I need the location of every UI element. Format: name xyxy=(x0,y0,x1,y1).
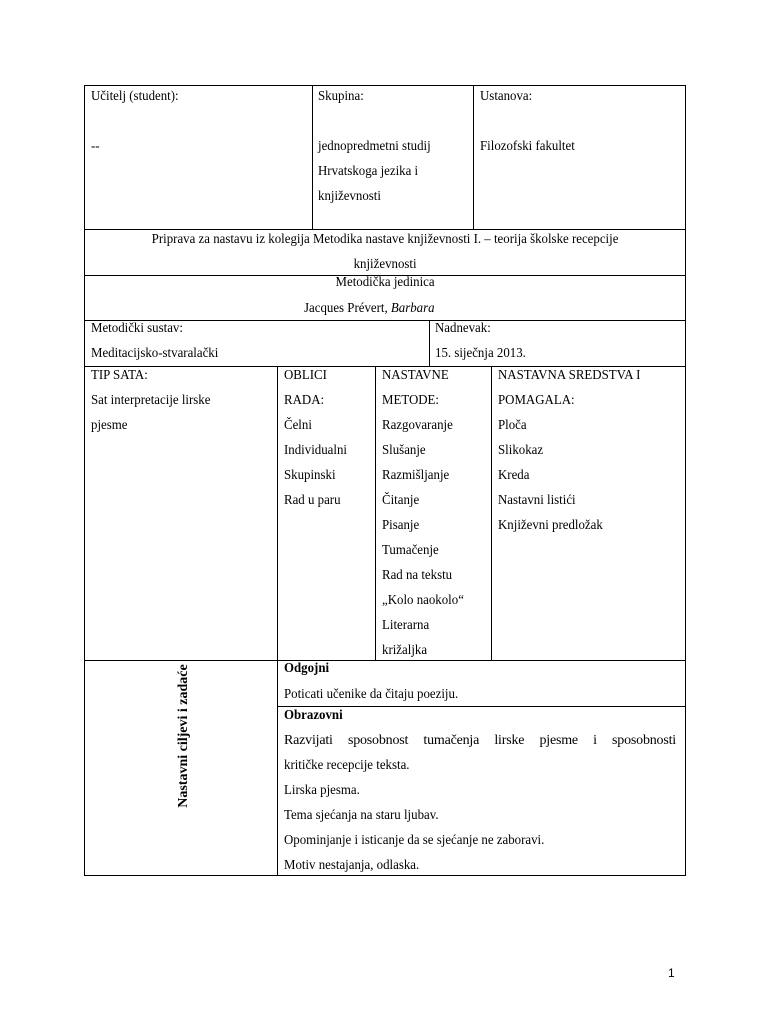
page-number: 1 xyxy=(668,966,675,980)
institution-value: Filozofski fakultet xyxy=(480,139,575,154)
unit-title-line xyxy=(304,296,435,321)
unit-title: Barbara xyxy=(390,301,435,316)
teacher-value: -- xyxy=(91,139,100,154)
work-forms-line: Individualni xyxy=(284,443,347,458)
work-forms-line: RADA: xyxy=(284,393,325,408)
instructional-item: Tema sjećanja na staru ljubav. xyxy=(284,808,439,823)
methods-list xyxy=(382,363,464,663)
methods-line: NASTAVNE xyxy=(382,368,449,383)
date-value: 15. siječnja 2013. xyxy=(435,346,526,361)
methods-line: Čitanje xyxy=(382,493,420,508)
aids-line: POMAGALA: xyxy=(498,393,575,408)
unit-label: Metodička jedinica xyxy=(335,275,435,290)
group-value-line-1: jednopredmetni studij xyxy=(318,139,431,154)
methods-line: križaljka xyxy=(382,643,428,658)
system-label: Metodički sustav: xyxy=(91,321,183,336)
work-forms-line: Skupinski xyxy=(284,468,336,483)
instructional-title: Obrazovni xyxy=(284,708,343,723)
aids-line: Nastavni listići xyxy=(498,493,576,508)
methods-line: „Kolo naokolo“ xyxy=(382,593,464,608)
date-label: Nadnevak: xyxy=(435,321,491,336)
lesson-type-line: TIP SATA: xyxy=(91,368,148,383)
methods-line: METODE: xyxy=(382,393,440,408)
teacher-label: Učitelj (student): xyxy=(91,89,179,104)
aids-line: Književni predložak xyxy=(498,518,603,533)
unit-author: Jacques Prévert, xyxy=(304,301,388,316)
aids-line: Slikokaz xyxy=(498,443,544,458)
instructional-line-2: kritičke recepcije teksta. xyxy=(284,758,410,773)
institution-label: Ustanova: xyxy=(480,89,533,104)
lesson-type-line: pjesme xyxy=(91,418,128,433)
methods-line: Razmišljanje xyxy=(382,468,450,483)
instructional-item: Opominjanje i isticanje da se sjećanje ne zaboravi. xyxy=(284,833,545,848)
work-forms-line: OBLICI xyxy=(284,368,327,383)
instructional-line-1-text: Razvijati sposobnost tumačenja lirske pjesme i sposobnosti xyxy=(284,733,676,748)
group-label: Skupina: xyxy=(318,89,364,104)
lesson-type-line: Sat interpretacije lirske xyxy=(91,393,211,408)
preparation-line-2: književnosti xyxy=(353,257,417,272)
group-value-line-3: književnosti xyxy=(318,189,381,204)
work-forms-line: Čelni xyxy=(284,418,312,433)
lesson-type-list xyxy=(91,363,210,438)
system-value: Meditacijsko-stvaralački xyxy=(91,346,219,361)
aids-line: Ploča xyxy=(498,418,527,433)
aids-line: NASTAVNA SREDSTVA I xyxy=(498,368,641,383)
instructional-line-1 xyxy=(284,728,676,753)
aids-list xyxy=(498,363,640,538)
methods-line: Slušanje xyxy=(382,443,426,458)
methods-line: Rad na tekstu xyxy=(382,568,453,583)
group-value-line-2: Hrvatskoga jezika i xyxy=(318,164,419,179)
preparation-line-1: Priprava za nastavu iz kolegija Metodika nastave književnosti I. – teorija školske recepcije xyxy=(151,232,619,247)
aids-line: Kreda xyxy=(498,468,530,483)
educational-text: Poticati učenike da čitaju poeziju. xyxy=(284,687,459,702)
work-forms-line: Rad u paru xyxy=(284,493,341,508)
methods-line: Razgovaranje xyxy=(382,418,453,433)
instructional-item: Motiv nestajanja, odlaska. xyxy=(284,858,420,873)
goals-side-label: Nastavni ciljevi i zadaće xyxy=(176,664,191,808)
instructional-item: Lirska pjesma. xyxy=(284,783,360,798)
educational-title: Odgojni xyxy=(284,661,330,676)
methods-line: Literarna xyxy=(382,618,430,633)
work-forms-list xyxy=(284,363,347,513)
methods-line: Tumačenje xyxy=(382,543,439,558)
methods-line: Pisanje xyxy=(382,518,420,533)
